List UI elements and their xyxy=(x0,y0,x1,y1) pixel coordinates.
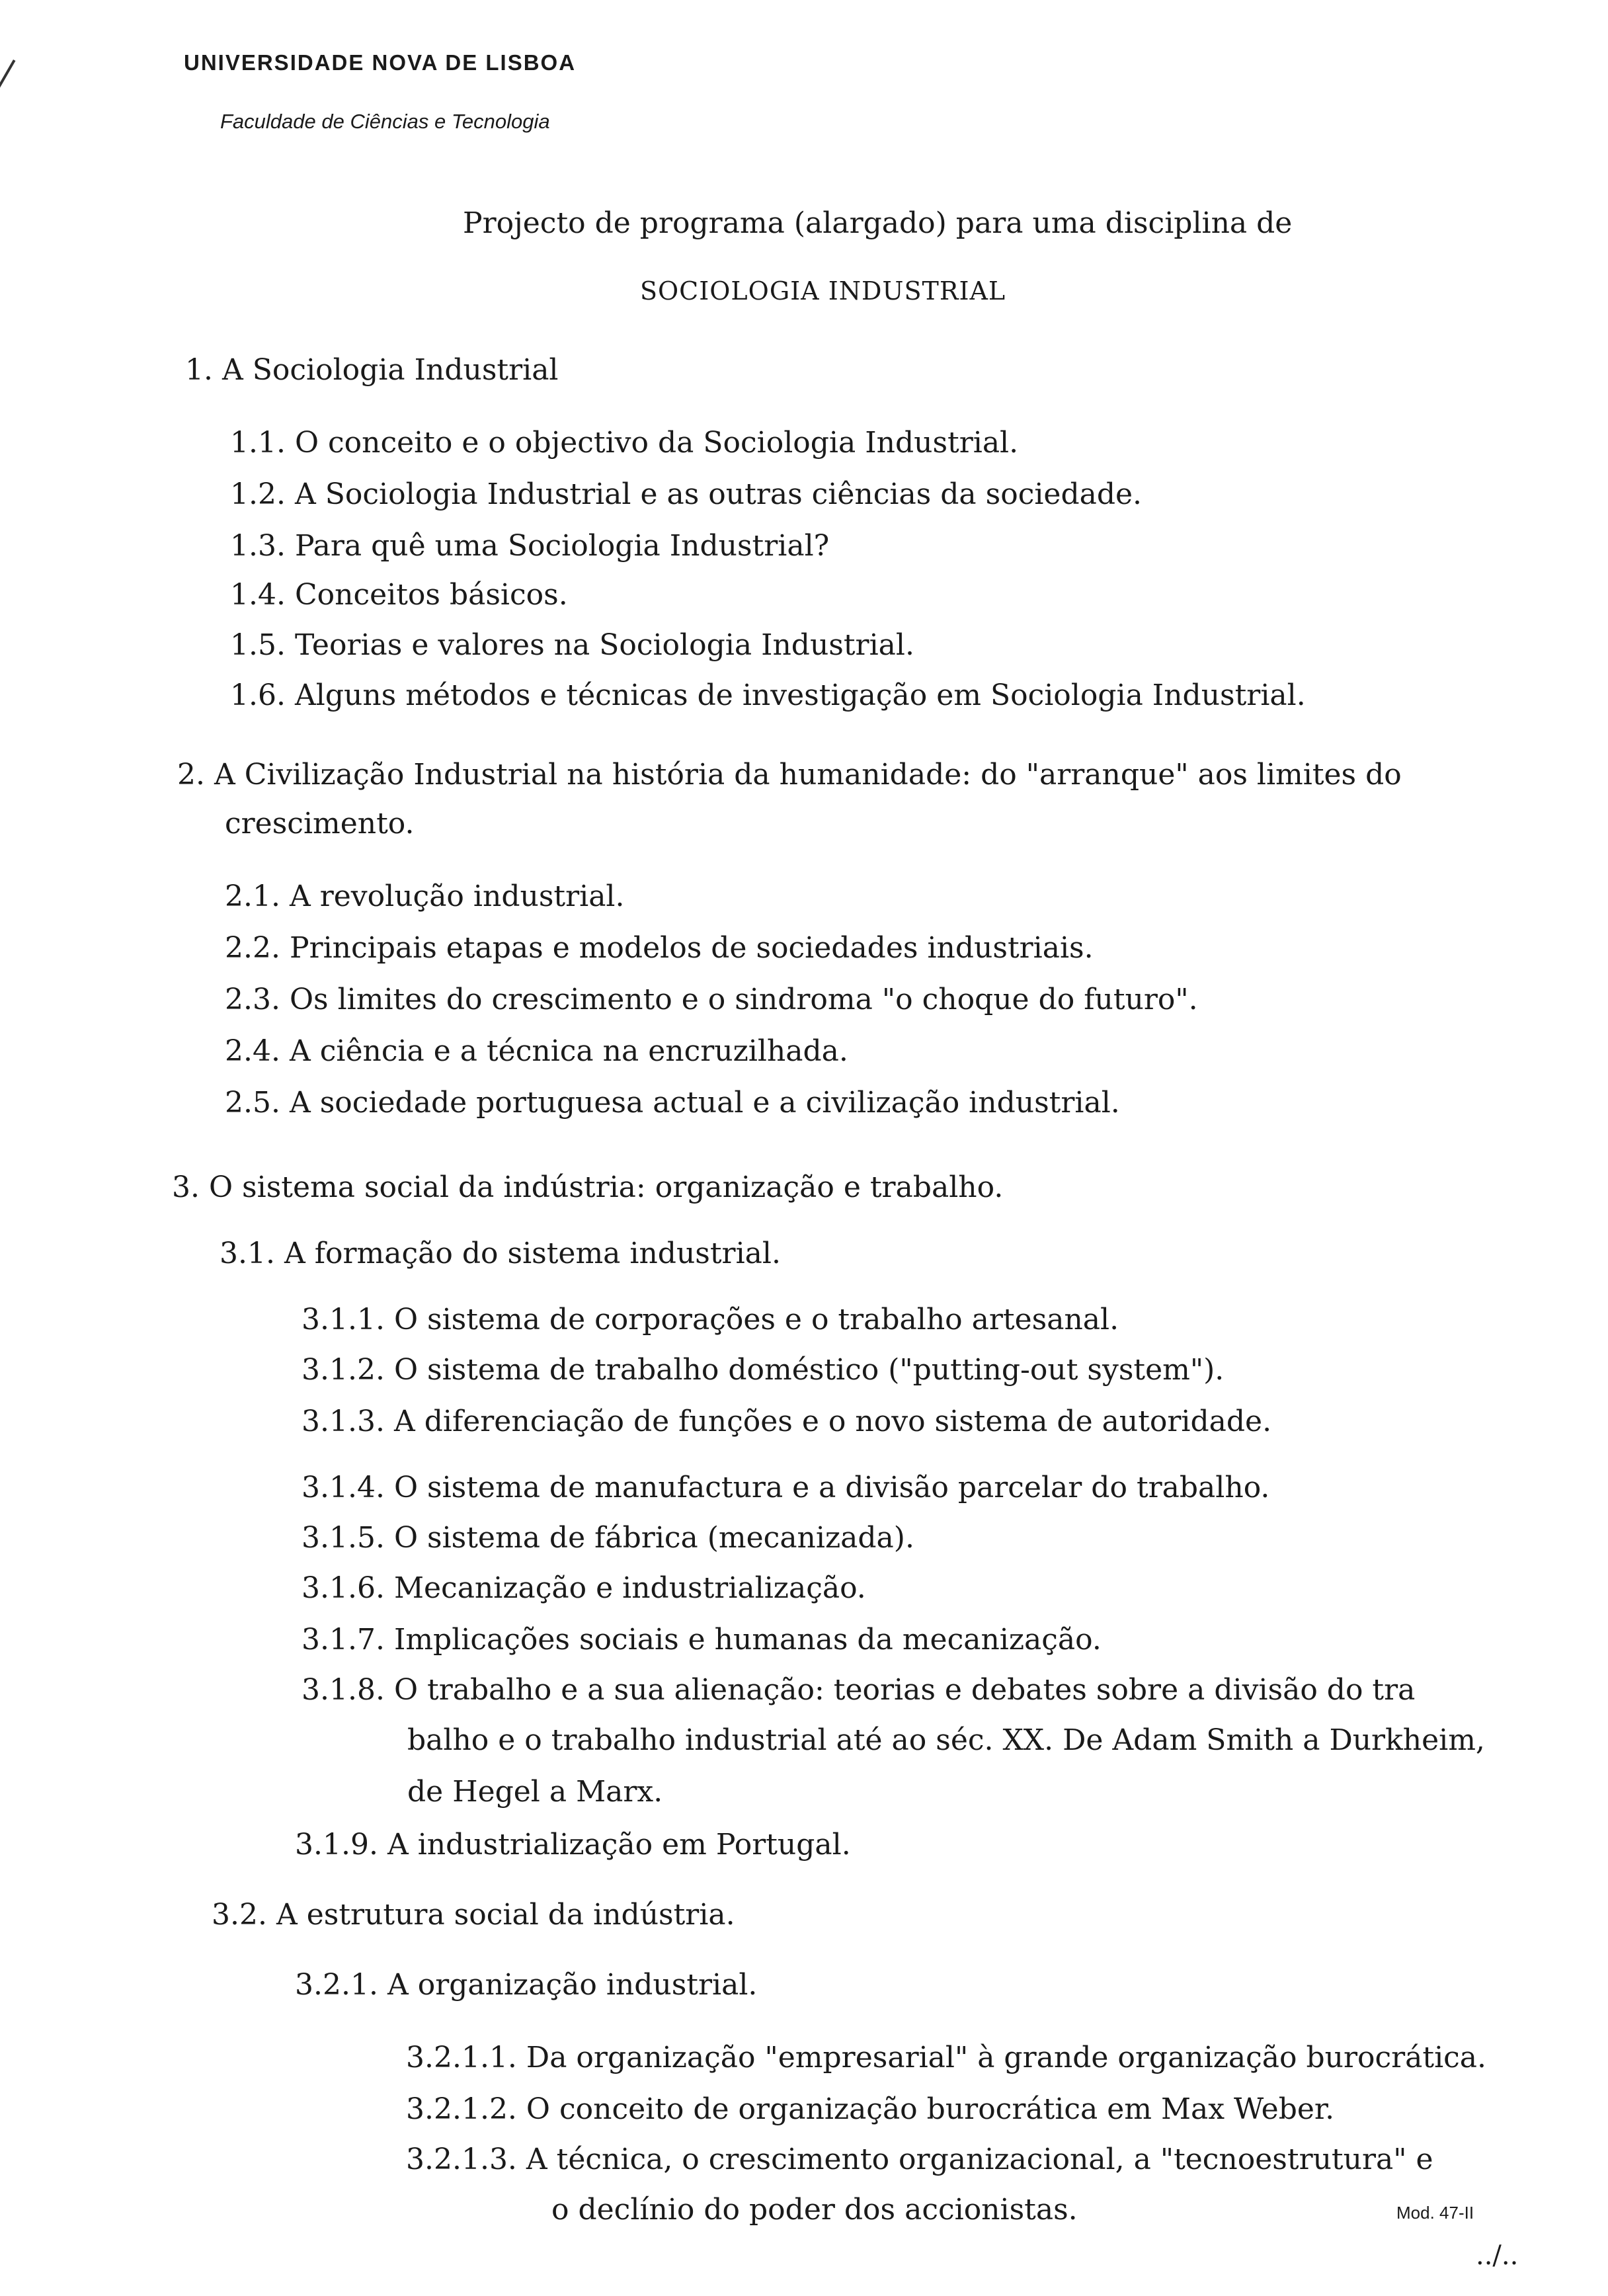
outline-line: de Hegel a Marx. xyxy=(407,1775,663,1809)
outline-line: 1.3. Para quê uma Sociologia Industrial? xyxy=(230,529,830,563)
outline-line: 3.2.1.2. O conceito de organização burocrática em Max Weber. xyxy=(406,2092,1335,2126)
outline-line: 3.2.1.3. A técnica, o crescimento organizacional, a "tecnoestrutura" e xyxy=(406,2143,1433,2176)
outline-line: 1.5. Teorias e valores na Sociologia Industrial. xyxy=(230,628,914,662)
outline-line: 2.4. A ciência e a técnica na encruzilhada. xyxy=(225,1034,848,1068)
document-subtitle: SOCIOLOGIA INDUSTRIAL xyxy=(640,276,1006,306)
outline-line: 3.2. A estrutura social da indústria. xyxy=(212,1898,735,1932)
outline-line: 2.3. Os limites do crescimento e o sindroma "o choque do futuro". xyxy=(225,983,1198,1016)
faculty-name: Faculdade de Ciências e Tecnologia xyxy=(220,110,550,133)
outline-line: 3.1.6. Mecanização e industrialização. xyxy=(302,1571,866,1605)
outline-line: balho e o trabalho industrial até ao séc. XX. De Adam Smith a Durkheim, xyxy=(407,1723,1485,1757)
document-title: Projecto de programa (alargado) para uma disciplina de xyxy=(463,206,1293,240)
pen-mark xyxy=(0,60,15,175)
outline-line: 3.1.9. A industrialização em Portugal. xyxy=(295,1828,851,1862)
outline-line: 1. A Sociologia Industrial xyxy=(185,353,559,387)
outline-line: 3.1.1. O sistema de corporações e o trabalho artesanal. xyxy=(302,1303,1119,1336)
university-name: UNIVERSIDADE NOVA DE LISBOA xyxy=(184,50,577,75)
outline-line: 3.1.4. O sistema de manufactura e a divisão parcelar do trabalho. xyxy=(302,1471,1270,1504)
outline-line: 1.2. A Sociologia Industrial e as outras ciências da sociedade. xyxy=(230,477,1143,511)
outline-line: 3.1. A formação do sistema industrial. xyxy=(220,1237,781,1270)
outline-line: 1.6. Alguns métodos e técnicas de investigação em Sociologia Industrial. xyxy=(230,678,1306,712)
outline-line: 3. O sistema social da indústria: organização e trabalho. xyxy=(172,1170,1004,1204)
outline-line: 2.2. Principais etapas e modelos de sociedades industriais. xyxy=(225,931,1094,965)
outline-line: 3.2.1. A organização industrial. xyxy=(295,1968,758,2002)
outline-line: o declínio do poder dos accionistas. xyxy=(551,2193,1078,2227)
outline-line: 3.2.1.1. Da organização "empresarial" à grande organização burocrática. xyxy=(406,2041,1487,2074)
outline-line: crescimento. xyxy=(225,807,415,840)
outline-line: 1.1. O conceito e o objectivo da Sociologia Industrial. xyxy=(230,426,1019,460)
outline-line: 3.1.3. A diferenciação de funções e o novo sistema de autoridade. xyxy=(302,1405,1272,1438)
outline-line: 2.5. A sociedade portuguesa actual e a civilização industrial. xyxy=(225,1086,1120,1120)
outline-line: 3.1.8. O trabalho e a sua alienação: teorias e debates sobre a divisão do tra xyxy=(302,1673,1416,1707)
outline-line: 1.4. Conceitos básicos. xyxy=(230,578,568,612)
continuation-mark: ../.. xyxy=(1476,2240,1519,2271)
outline-line: 3.1.7. Implicações sociais e humanas da mecanização. xyxy=(302,1623,1102,1657)
outline-line: 3.1.5. O sistema de fábrica (mecanizada). xyxy=(302,1521,914,1555)
outline-line: 2.1. A revolução industrial. xyxy=(225,880,625,913)
outline-line: 3.1.2. O sistema de trabalho doméstico ("putting-out system"). xyxy=(302,1353,1225,1387)
form-number: Mod. 47-II xyxy=(1396,2203,1474,2223)
outline-line: 2. A Civilização Industrial na história da humanidade: do "arranque" aos limites do xyxy=(177,758,1402,792)
